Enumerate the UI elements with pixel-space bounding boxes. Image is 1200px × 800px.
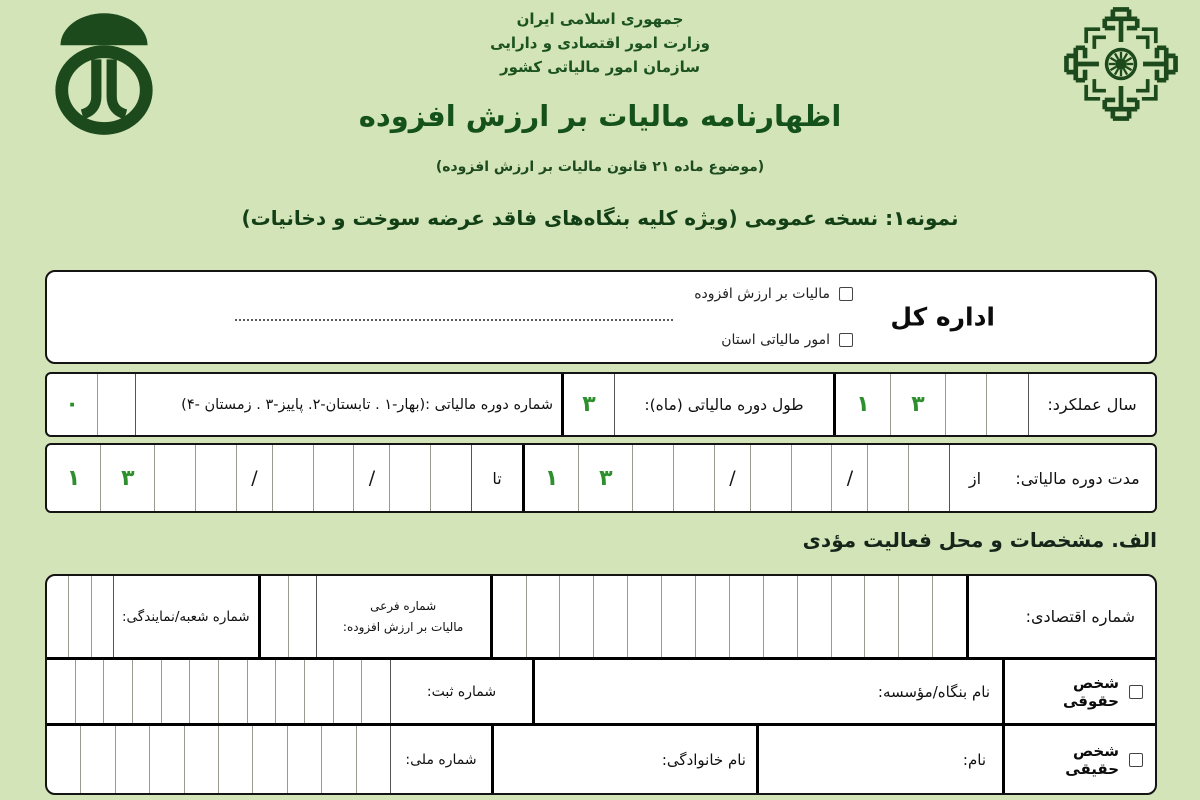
legal-person-cell [1005,660,1155,723]
office-name-fill-in-line[interactable] [235,319,673,321]
natural-person-checkbox[interactable] [1129,753,1143,767]
vat-sub-number-cells [261,576,316,657]
last-name-field[interactable]: نام خانوادگی: [661,750,746,769]
entry-cell[interactable]: ۱ [525,445,579,511]
entry-cell[interactable] [933,576,966,657]
duration-label: مدت دوره مالیاتی: [1015,468,1140,488]
natural-person-row [47,726,1155,793]
date-separator-cell: / [354,445,390,511]
period-number-cells [47,374,135,435]
entry-cell[interactable]: ۱ [836,374,891,435]
entry-cell[interactable] [76,660,105,723]
entry-cell[interactable]: ۳ [101,445,155,511]
company-name-field[interactable]: نام بنگاه/مؤسسه: [877,682,990,701]
entry-cell[interactable] [527,576,561,657]
legal-person-checkbox[interactable] [1129,685,1143,699]
office-option-vat[interactable] [694,286,853,302]
entry-cell[interactable] [185,726,219,793]
entry-cell[interactable]: ۱ [47,445,101,511]
entry-cell[interactable] [865,576,899,657]
entry-cell[interactable] [155,445,196,511]
entry-cell[interactable] [431,445,471,511]
period-number-label: شماره دوره مالیاتی :(بهار-۱ . تابستان-۲. پاییز-۳ . زمستان -۴) [181,396,553,413]
org-line-ministry: وزارت امور اقتصادی و دارایی [490,34,710,52]
entry-cell[interactable] [273,445,314,511]
registration-number-label: شماره ثبت: [426,683,497,700]
entry-cell[interactable] [390,445,431,511]
org-line-country: جمهوری اسلامی ایران [516,10,684,28]
entry-cell[interactable] [116,726,150,793]
entry-cell[interactable] [832,576,866,657]
office-option-provincial-tax[interactable] [721,332,853,348]
branch-number-cells [47,576,113,657]
legal-person-row [47,660,1155,726]
provincial-tax-office-checkbox[interactable] [839,333,853,347]
entry-cell[interactable] [248,660,277,723]
entry-cell[interactable] [196,445,237,511]
vat-sub-number-label [317,576,490,657]
entry-cell[interactable] [288,726,322,793]
entry-cell[interactable] [730,576,764,657]
entry-cell[interactable] [47,726,81,793]
taxpayer-identity-table [45,574,1157,795]
entry-cell[interactable] [98,374,135,435]
entry-cell[interactable] [219,726,253,793]
duration-from-word: از [968,468,982,488]
entry-cell[interactable] [276,660,305,723]
entry-cell[interactable] [674,445,715,511]
national-id-label: شماره ملی: [405,751,477,768]
period-length-cells [564,374,614,435]
duration-to-date-cells [47,445,471,511]
entry-cell[interactable]: ۳ [582,392,596,417]
vat-sub-number-label-line2: مالیات بر ارزش افزوده: [342,619,464,634]
entry-cell[interactable] [133,660,162,723]
first-name-field[interactable]: نام: [962,750,986,769]
entry-cell[interactable] [764,576,798,657]
date-separator-cell: / [237,445,273,511]
entry-cell[interactable] [987,374,1028,435]
period-length-label: طول دوره مالیاتی (ماه): [644,395,804,414]
economic-number-cells [493,576,966,657]
entry-cell[interactable]: ۳ [579,445,633,511]
performance-year-cells [836,374,1028,435]
entry-cell[interactable] [150,726,184,793]
duration-to-word: تا [492,468,502,488]
vat-office-checkbox[interactable] [839,287,853,301]
economic-number-row [47,576,1155,660]
branch-number-label: شماره شعبه/نمایندگی: [122,608,250,625]
entry-cell[interactable] [219,660,248,723]
entry-cell[interactable] [594,576,628,657]
entry-cell[interactable] [493,576,527,657]
entry-cell[interactable] [798,576,832,657]
entry-cell[interactable] [696,576,730,657]
period-row-year [45,372,1157,437]
period-row-duration [45,443,1157,513]
entry-cell[interactable] [305,660,334,723]
natural-person-label: شخص حقیقی [1065,741,1119,778]
entry-cell[interactable] [92,576,113,657]
entry-cell[interactable]: ۰ [47,374,98,435]
entry-cell[interactable] [633,445,674,511]
section-a-title: الف. مشخصات و محل فعالیت مؤدی [802,528,1157,552]
entry-cell[interactable] [314,445,355,511]
entry-cell[interactable] [162,660,191,723]
entry-cell[interactable] [868,445,909,511]
entry-cell[interactable]: ۳ [891,374,946,435]
entry-cell[interactable] [334,660,363,723]
entry-cell[interactable] [751,445,792,511]
entry-cell[interactable] [662,576,696,657]
duration-from-date-cells [525,445,949,511]
vat-sub-number-label-line1: شماره فرعی [370,599,437,614]
general-office-box [45,270,1157,364]
entry-cell[interactable] [899,576,933,657]
general-office-label: اداره کل [890,302,995,332]
entry-cell[interactable] [289,576,316,657]
entry-cell[interactable] [81,726,115,793]
entry-cell[interactable] [628,576,662,657]
date-separator-cell: / [715,445,751,511]
entry-cell[interactable] [322,726,356,793]
form-subtitle: (موضوع ماده ۲۱ قانون مالیات بر ارزش افزوده) [435,159,765,175]
date-separator-cell: / [832,445,868,511]
entry-cell[interactable] [362,660,390,723]
natural-person-cell [1005,726,1155,793]
entry-cell[interactable] [190,660,219,723]
entry-cell[interactable] [104,660,133,723]
entry-cell[interactable] [792,445,833,511]
vat-office-option-label: مالیات بر ارزش افزوده [694,286,830,302]
entry-cell[interactable] [357,726,390,793]
entry-cell[interactable] [946,374,988,435]
entry-cell[interactable] [47,660,76,723]
entry-cell[interactable] [261,576,289,657]
form-title: اظهارنامه مالیات بر ارزش افزوده [358,99,842,133]
registration-number-cells [47,660,390,723]
org-line-tax-organization: سازمان امور مالیاتی کشور [499,58,701,76]
entry-cell[interactable] [47,576,69,657]
performance-year-label: سال عملکرد: [1047,395,1137,414]
national-id-cells [47,726,390,793]
entry-cell[interactable] [69,576,91,657]
entry-cell[interactable] [253,726,287,793]
economic-number-label: شماره اقتصادی: [1025,607,1135,626]
legal-person-label: شخص حقوقی [1062,673,1119,710]
entry-cell[interactable] [560,576,594,657]
entry-cell[interactable] [909,445,949,511]
provincial-tax-office-option-label: امور مالیاتی استان [721,332,830,348]
form-version-line: نمونه۱: نسخه عمومی (ویژه کلیه بنگاه‌های فاقد عرضه سوخت و دخانیات) [241,206,959,230]
